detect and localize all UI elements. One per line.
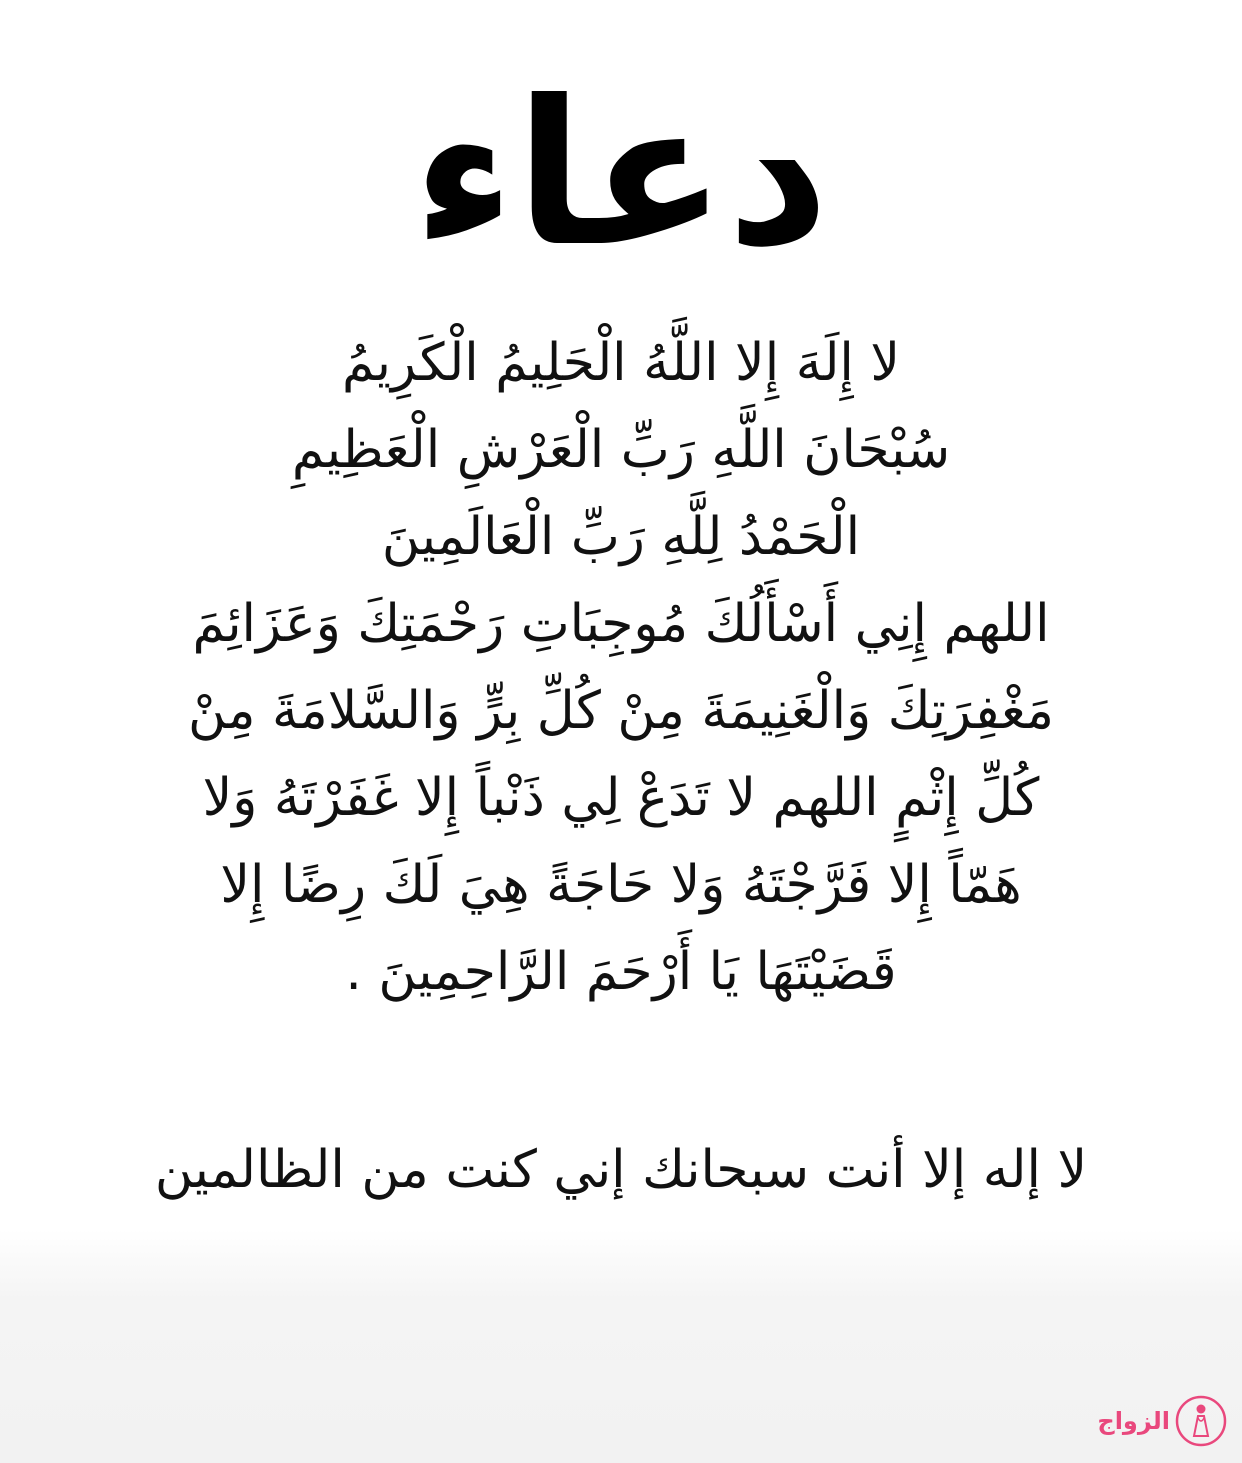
watermark-text: الزواج	[1097, 1407, 1170, 1435]
prayer-line: اللهم إِنِي أَسْأَلُكَ مُوجِبَاتِ رَحْمَتِكَ وَعَزَائِمَ	[192, 594, 1050, 654]
bride-emblem-icon	[1174, 1394, 1228, 1448]
prayer-line: قَضَيْتَهَا يَا أَرْحَمَ الرَّاحِمِينَ .	[345, 942, 897, 1002]
prayer-text	[60, 320, 1182, 1016]
prayer-line: سُبْحَانَ اللَّهِ رَبِّ الْعَرْشِ الْعَظِيمِ	[291, 420, 951, 480]
watermark-logo	[1093, 1391, 1228, 1451]
prayer-line: مَغْفِرَتِكَ وَالْغَنِيمَةَ مِنْ كُلِّ بِرٍّ وَالسَّلامَةَ مِنْ	[188, 681, 1054, 741]
prayer-line: لا إِلَهَ إِلا اللَّهُ الْحَلِيمُ الْكَرِيمُ	[341, 333, 901, 393]
prayer-line: هَمّاً إِلا فَرَّجْتَهُ وَلا حَاجَةً هِيَ لَكَ رِضًا إِلا	[220, 855, 1022, 915]
prayer-line: كُلِّ إِثْمٍ اللهم لا تَدَعْ لِي ذَنْباً إِلا غَفَرْتَهُ وَلا	[202, 768, 1040, 828]
prayer-line: الْحَمْدُ لِلَّهِ رَبِّ الْعَالَمِينَ	[381, 507, 861, 567]
closing-line: لا إله إلا أنت سبحانك إني كنت من الظالمين	[154, 1140, 1088, 1200]
page-title: دعاء	[412, 58, 830, 291]
